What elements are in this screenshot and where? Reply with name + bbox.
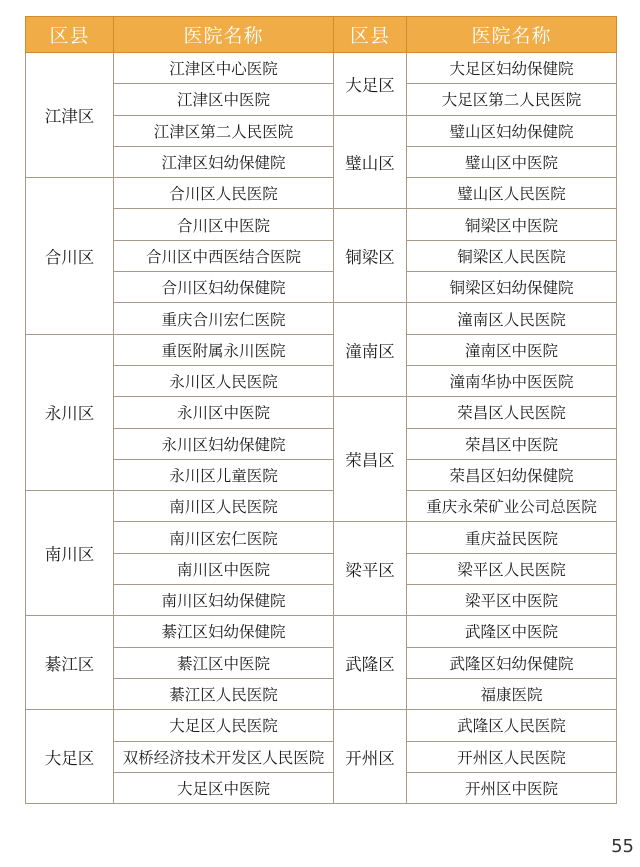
hospital-cell-right: 大足区妇幼保健院 (407, 53, 617, 84)
hospital-cell-left: 永川区儿童医院 (114, 459, 334, 490)
hospital-cell-left: 永川区妇幼保健院 (114, 428, 334, 459)
county-cell-right: 梁平区 (334, 522, 407, 616)
table-row (26, 428, 617, 459)
hospital-cell-left: 永川区中医院 (114, 397, 334, 428)
hospital-cell-left: 南川区中医院 (114, 553, 334, 584)
county-cell-right: 大足区 (334, 53, 407, 116)
county-cell-right: 璧山区 (334, 115, 407, 209)
hospital-cell-left: 合川区人民医院 (114, 178, 334, 209)
table-row (26, 741, 617, 772)
table-row (26, 365, 617, 396)
header-hospital-left: 医院名称 (114, 17, 334, 53)
hospital-cell-right: 武隆区人民医院 (407, 710, 617, 741)
hospital-cell-right: 重庆永荣矿业公司总医院 (407, 491, 617, 522)
hospital-cell-left: 江津区中医院 (114, 84, 334, 115)
hospital-cell-right: 潼南区中医院 (407, 334, 617, 365)
county-cell-right: 开州区 (334, 710, 407, 804)
hospital-cell-left: 綦江区人民医院 (114, 678, 334, 709)
county-cell-left: 南川区 (26, 491, 114, 616)
hospital-cell-left: 大足区中医院 (114, 772, 334, 803)
table-header-row (26, 17, 617, 53)
table-row (26, 272, 617, 303)
table-row (26, 178, 617, 209)
county-cell-right: 铜梁区 (334, 209, 407, 303)
county-cell-left: 合川区 (26, 178, 114, 334)
table-row (26, 240, 617, 271)
table-row (26, 585, 617, 616)
hospital-cell-left: 大足区人民医院 (114, 710, 334, 741)
hospital-cell-left: 江津区中心医院 (114, 53, 334, 84)
county-cell-left: 永川区 (26, 334, 114, 490)
hospital-cell-left: 南川区宏仁医院 (114, 522, 334, 553)
hospital-cell-right: 梁平区中医院 (407, 585, 617, 616)
hospital-cell-left: 綦江区妇幼保健院 (114, 616, 334, 647)
hospital-cell-right: 武隆区妇幼保健院 (407, 647, 617, 678)
hospital-cell-left: 江津区妇幼保健院 (114, 146, 334, 177)
table-row (26, 115, 617, 146)
hospital-cell-left: 双桥经济技术开发区人民医院 (114, 741, 334, 772)
hospital-cell-left: 南川区妇幼保健院 (114, 585, 334, 616)
table-row (26, 146, 617, 177)
hospital-cell-left: 江津区第二人民医院 (114, 115, 334, 146)
hospital-cell-right: 荣昌区人民医院 (407, 397, 617, 428)
county-cell-left: 大足区 (26, 710, 114, 804)
hospital-cell-left: 重庆合川宏仁医院 (114, 303, 334, 334)
table-row (26, 772, 617, 803)
hospital-cell-left: 綦江区中医院 (114, 647, 334, 678)
table-row (26, 459, 617, 490)
table-row (26, 522, 617, 553)
hospital-cell-left: 合川区中医院 (114, 209, 334, 240)
table-row (26, 647, 617, 678)
hospital-cell-left: 合川区妇幼保健院 (114, 272, 334, 303)
hospital-cell-left: 南川区人民医院 (114, 491, 334, 522)
hospital-cell-right: 福康医院 (407, 678, 617, 709)
hospital-cell-right: 铜梁区人民医院 (407, 240, 617, 271)
hospital-cell-right: 梁平区人民医院 (407, 553, 617, 584)
hospital-cell-right: 潼南区人民医院 (407, 303, 617, 334)
table-row (26, 616, 617, 647)
header-county-right: 区县 (334, 17, 407, 53)
table-row (26, 710, 617, 741)
table-body (26, 53, 617, 804)
county-cell-right: 潼南区 (334, 303, 407, 397)
table-row (26, 491, 617, 522)
county-cell-left: 綦江区 (26, 616, 114, 710)
table-row (26, 53, 617, 84)
table-row (26, 334, 617, 365)
table-row (26, 209, 617, 240)
hospital-cell-left: 合川区中西医结合医院 (114, 240, 334, 271)
header-county-left: 区县 (26, 17, 114, 53)
hospital-cell-right: 铜梁区中医院 (407, 209, 617, 240)
table-row (26, 303, 617, 334)
hospital-cell-right: 璧山区妇幼保健院 (407, 115, 617, 146)
hospital-cell-left: 重医附属永川医院 (114, 334, 334, 365)
hospital-table (25, 16, 617, 804)
hospital-cell-right: 重庆益民医院 (407, 522, 617, 553)
hospital-cell-right: 潼南华协中医医院 (407, 365, 617, 396)
county-cell-left: 江津区 (26, 53, 114, 178)
table-row (26, 84, 617, 115)
hospital-cell-right: 璧山区人民医院 (407, 178, 617, 209)
hospital-cell-left: 永川区人民医院 (114, 365, 334, 396)
hospital-cell-right: 璧山区中医院 (407, 146, 617, 177)
county-cell-right: 荣昌区 (334, 397, 407, 522)
hospital-cell-right: 武隆区中医院 (407, 616, 617, 647)
hospital-cell-right: 大足区第二人民医院 (407, 84, 617, 115)
hospital-cell-right: 铜梁区妇幼保健院 (407, 272, 617, 303)
county-cell-right: 武隆区 (334, 616, 407, 710)
hospital-cell-right: 荣昌区中医院 (407, 428, 617, 459)
hospital-cell-right: 开州区中医院 (407, 772, 617, 803)
hospital-table-sheet (25, 16, 617, 804)
hospital-cell-right: 荣昌区妇幼保健院 (407, 459, 617, 490)
table-row (26, 397, 617, 428)
table-row (26, 678, 617, 709)
page-number: 55 (611, 836, 634, 857)
hospital-cell-right: 开州区人民医院 (407, 741, 617, 772)
table-row (26, 553, 617, 584)
header-hospital-right: 医院名称 (407, 17, 617, 53)
